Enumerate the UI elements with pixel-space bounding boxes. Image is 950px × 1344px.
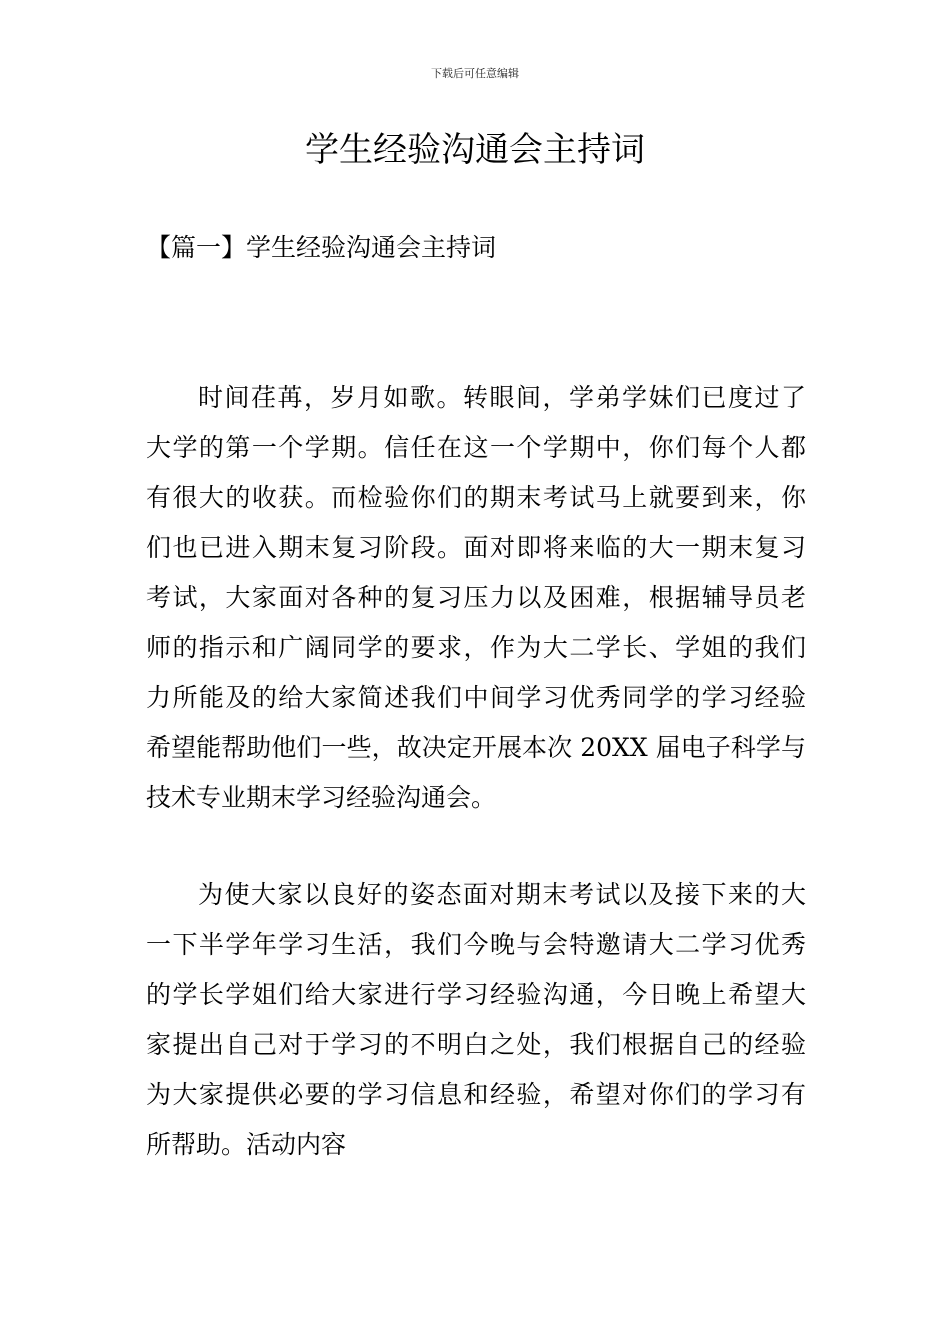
paragraph-line: 的学长学姐们给大家进行学习经验沟通，今日晚上希望大 [146,980,806,1009]
paragraph-line: 们也已进入期末复习阶段。面对即将来临的大一期末复习 [146,533,806,562]
paragraph-line: 家提出自己对于学习的不明白之处，我们根据自己的经验 [146,1030,806,1059]
paragraph-line: 师的指示和广阔同学的要求，作为大二学长、学姐的我们 [146,633,806,662]
paragraph-line: 时间荏苒，岁月如歌。转眼间，学弟学妹们已度过了 [198,383,806,412]
paragraph-line: 为大家提供必要的学习信息和经验，希望对你们的学习有 [146,1080,806,1109]
paragraph-line: 考试，大家面对各种的复习压力以及困难，根据辅导员老 [146,583,806,612]
paragraph-line: 一下半学年学习生活，我们今晚与会特邀请大二学习优秀 [146,930,806,959]
paragraph-line: 所帮助。活动内容 [146,1130,347,1159]
paragraph-1 [146,373,806,823]
section-heading: 【篇一】学生经验沟通会主持词 [146,233,497,262]
paragraph-line: 有很大的收获。而检验你们的期末考试马上就要到来，你 [146,483,806,512]
paragraph-2 [146,870,806,1170]
paragraph-line: 技术专业期末学习经验沟通会。 [146,783,497,812]
paragraph-line: 为使大家以良好的姿态面对期末考试以及接下来的大 [198,880,806,909]
header-note: 下载后可任意编辑 [431,67,519,80]
paragraph-line: 希望能帮助他们一些，故决定开展本次 20XX 届电子科学与 [146,733,806,762]
paragraph-line: 力所能及的给大家简述我们中间学习优秀同学的学习经验 [146,683,806,712]
paragraph-line: 大学的第一个学期。信任在这一个学期中，你们每个人都 [146,433,806,462]
document-title: 学生经验沟通会主持词 [305,130,645,170]
